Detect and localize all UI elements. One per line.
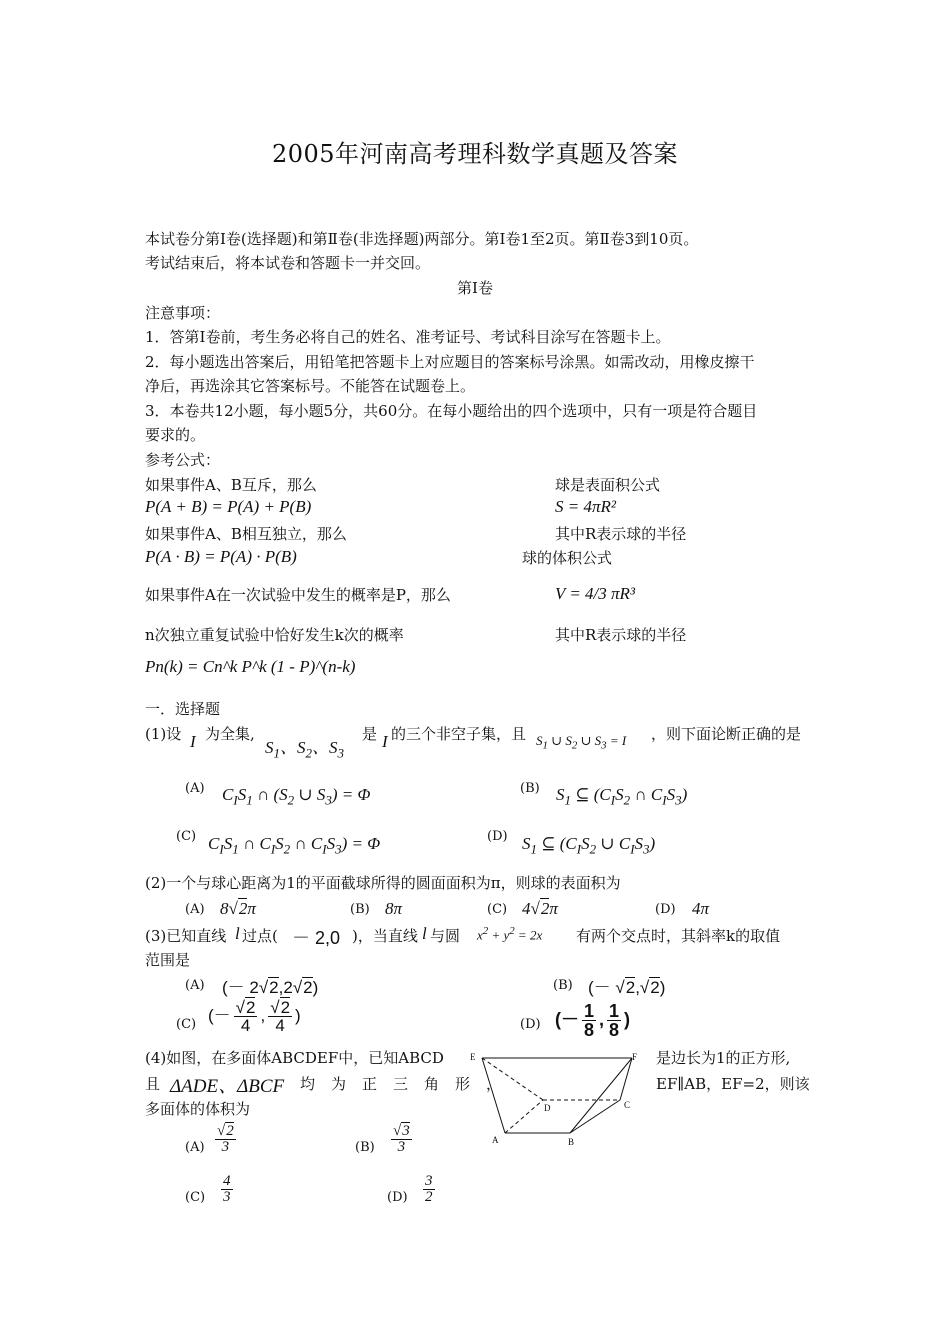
q4-stem-f: 多面体的体积为 [145,1100,251,1118]
q3-line-l: l [235,924,240,943]
vertex-a: A [492,1135,499,1145]
q2-label-c: (C) [487,902,508,917]
q1-stem-b: 为全集, [205,725,255,743]
q3-option-c: (－ $\frac{√2}{4}$ , $\frac{√2}{4}$ ) [208,998,301,1035]
q1-option-b: $S_1$ ⊆ ($C_IS_2$ ∩ $C_IS_3$) [556,785,688,808]
q4-label-d: (D) [387,1190,408,1205]
sphere-area-label: 球是表面积公式 [555,476,661,494]
vertex-c: C [624,1100,631,1110]
formula-indep: P(A · B) = P(A) · P(B) [145,547,297,566]
q3-label-d: (D) [520,1017,541,1032]
q2-label-b: (B) [350,902,370,917]
sphere-volume-label: 球的体积公式 [522,549,613,567]
q4-label-a: (A) [185,1140,205,1155]
q1-option-c: $C_IS_1$ ∩ $C_IS_2$ ∩ $C_IS_3) = \Phi$ [208,834,381,857]
q2-label-d: (D) [655,902,676,917]
q1-label-a: (A) [185,781,205,796]
page-title: 2005年河南高考理科数学真题及答案 [271,140,679,168]
note-item-1: 1．答第Ⅰ卷前，考生务必将自己的姓名、准考证号、考试科目涂写在答题卡上。 [145,328,671,346]
q3-label-a: (A) [185,978,205,993]
section-heading: 一．选择题 [145,700,221,718]
q4-option-a: $\frac{√2}{3}$ [217,1123,234,1155]
q1-set-i-2: I [382,732,388,751]
q4-triangles: ΔADE、ΔBCF [170,1076,285,1097]
q1-option-d: $S_1$ ⊆ ($C_IS_2$ ∪ $C_IS_3$) [522,834,656,857]
q1-sets: $S_1$、$S_2$、$S_3$ [265,738,344,761]
notes-heading: 注意事项： [145,304,221,322]
q1-union-condition: $S_1$ ∪ $S_2$ ∪ $S_3 = I$ [536,733,627,752]
formula-prob-label: 如果事件A在一次试验中发生的概率是P，那么 [145,586,451,604]
q3-line-l-2: l [422,924,427,943]
edge-ad [505,1100,543,1133]
q2-option-a: 8√2π [220,899,256,918]
q1-stem-d: 的三个非空子集，且 [391,725,527,743]
q1-stem-a: (1)设 [145,725,182,743]
edge-cf [620,1058,632,1100]
q4-option-d: $\frac{3}{2}$ [425,1173,433,1205]
q2-option-b: 8π [385,899,403,918]
q3-stem-b: 过点( [242,927,278,945]
radius-note-2: 其中R表示球的半径 [555,626,687,644]
intro-line-2: 考试结束后，将本试卷和答题卡一并交回。 [145,254,431,272]
edge-bf [570,1058,632,1133]
q1-option-a: $C_IS_1$ ∩ ($S_2$ ∪ $S_3) = \Phi$ [222,785,371,808]
note-item-2-line-1: 2．每小题选出答案后，用铅笔把答题卡上对应题目的答案标号涂黑。如需改动，用橡皮擦干 [145,353,755,371]
q3-option-a: (－ 2√2,2√2) [222,978,319,997]
q3-stem-e: 有两个交点时，其斜率k的取值 [576,927,781,945]
q4-stem-d: 均为正三角形， [300,1075,518,1093]
q3-option-b: (－ √2,√2) [588,978,666,997]
formula-indep-label: 如果事件A、B相互独立，那么 [145,525,347,543]
q4-stem-b: 是边长为1的正方形, [656,1049,791,1067]
note-item-3-line-1: 3．本卷共12小题，每小题5分，共60分。在每小题给出的四个选项中，只有一项是符合题目 [145,402,758,420]
polyhedron-figure [470,1048,650,1148]
q3-stem-a: (3)已知直线 [145,927,227,945]
q1-label-b: (B) [520,781,540,796]
q1-set-i: I [190,732,196,751]
formula-binomial: Pn(k) = Cn^k P^k (1 - P)^(n-k) [145,657,356,676]
radius-note-1: 其中R表示球的半径 [555,525,687,543]
q4-stem-c: 且 [145,1075,161,1093]
q3-option-d: (－ $\frac{1}{8}$ , $\frac{1}{8}$ ) [555,1001,631,1040]
edge-ed [482,1058,543,1100]
formula-ntimes-label: n次独立重复试验中恰好发生k次的概率 [145,626,404,644]
q3-stem-c: )，当直线 [352,927,418,945]
q2-label-a: (A) [185,902,205,917]
vertex-f: F [632,1052,638,1062]
q4-stem-a: (4)如图，在多面体ABCDEF中，已知ABCD [145,1049,444,1067]
formula-mutex-label: 如果事件A、B互斥，那么 [145,476,317,494]
volume-title: 第Ⅰ卷 [457,279,493,297]
intro-line-1: 本试卷分第Ⅰ卷(选择题)和第Ⅱ卷(非选择题)两部分。第Ⅰ卷1至2页。第Ⅱ卷3到10页。 [145,230,699,248]
q4-option-c: $\frac{4}{3}$ [223,1173,231,1205]
q4-option-b: $\frac{√3}{3}$ [393,1123,410,1155]
q3-point: － 2,0 [292,928,341,948]
q1-stem-e: ，则下面论断正确的是 [651,725,802,743]
vertex-d: D [544,1103,551,1113]
q4-label-c: (C) [185,1190,206,1205]
vertex-b: B [568,1137,575,1147]
edge-ea [482,1058,505,1133]
vertex-e: E [470,1052,476,1062]
formulas-heading: 参考公式： [145,451,221,469]
q2-stem: (2)一个与球心距离为1的平面截球所得的圆面面积为π，则球的表面积为 [145,874,621,892]
q3-label-b: (B) [553,978,573,993]
sphere-volume-formula: V = 4/3 πR³ [555,584,636,603]
note-item-2-line-2: 净后，再选涂其它答案标号。不能答在试题卷上。 [145,377,476,395]
q4-label-b: (B) [355,1140,375,1155]
sphere-area-formula: S = 4πR² [555,497,616,516]
q4-stem-e: EF∥AB，EF=2，则该 [656,1075,810,1093]
q1-label-c: (C) [176,829,197,844]
q2-option-c: 4√2π [522,899,558,918]
q1-stem-c: 是 [362,725,378,743]
q1-label-d: (D) [487,829,508,844]
q3-stem-d: 与圆 [430,927,461,945]
q3-stem-line-2: 范围是 [145,951,191,969]
formula-mutex: P(A + B) = P(A) + P(B) [145,497,312,516]
q3-circle-equation: $x^2 + y^2 = 2x$ [477,925,543,943]
q3-label-c: (C) [176,1017,197,1032]
edge-bc [570,1100,620,1133]
note-item-3-line-2: 要求的。 [145,426,206,444]
q2-option-d: 4π [692,899,710,918]
